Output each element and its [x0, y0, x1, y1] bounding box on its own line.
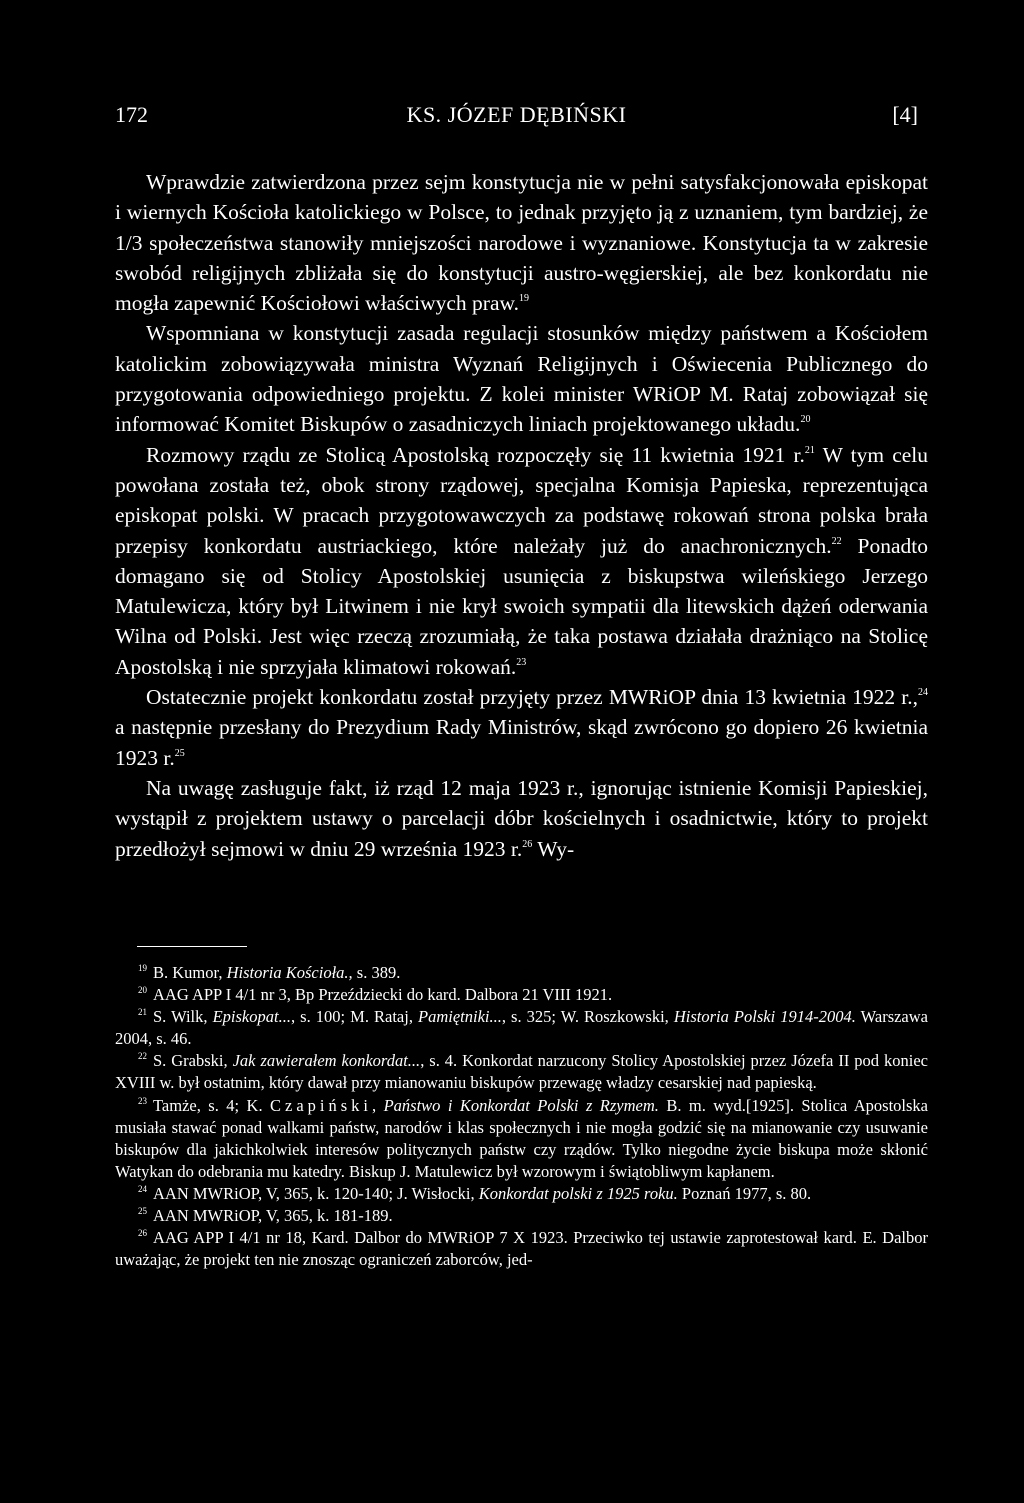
- running-header: [115, 100, 918, 130]
- footnote-24: [115, 1183, 928, 1205]
- paragraph-text: a następnie przesłany do Prezydium Rady Ministrów, skąd zwrócono go dopiero 26 kwietnia 1923 r.: [115, 715, 928, 770]
- main-text: [115, 167, 928, 864]
- footnote-19: [115, 962, 928, 984]
- footnote-23: [115, 1095, 928, 1183]
- footnote-title: Konkordat polski z 1925 roku.: [478, 1183, 678, 1203]
- footnote-text: AAG APP I 4/1 nr 3, Bp Przeździecki do kard. Dalbora 21 VIII 1921.: [153, 985, 613, 1005]
- paragraph-text: W tym celu powołana została też, obok strony rządowej, specjalna Komisja Papieska, reprezentująca episkopat polski. W pracach przygotowawczych za podstawę rokowań strona polska brała przepisy konkordatu austriackiego, które należały już do anachronicznych.: [115, 442, 928, 558]
- footnote-ref-20[interactable]: 20: [800, 414, 811, 426]
- footnote-ref-26[interactable]: 26: [522, 838, 533, 850]
- footnote-ref-22[interactable]: 22: [831, 535, 842, 547]
- page-number: 172: [115, 102, 148, 127]
- paragraph-text: Wy-: [532, 836, 575, 861]
- footnote-separator: [137, 946, 247, 947]
- footnote-ref-25[interactable]: 25: [174, 747, 185, 759]
- footnote-text: s. 389.: [352, 963, 401, 982]
- footnote-ref-21[interactable]: 21: [804, 444, 815, 456]
- footnote-number: 20: [138, 985, 147, 996]
- footnote-text: ,: [372, 1095, 384, 1115]
- footnote-text: , s. 4. Konkordat narzucony Stolicy Apostolskiej przez Józefa II pod koniec XVIII w. był ostatnim, który dawał przy mianowaniu biskupów przewagę władzy cesarskiej nad papieską.: [115, 1051, 928, 1093]
- paragraph-text: Ostatecznie projekt konkordatu został przyjęty przez MWRiOP dnia 13 kwietnia 1922 r.,: [146, 685, 918, 710]
- paragraph-text: Wprawdzie zatwierdzona przez sejm konstytucja nie w pełni satysfakcjonowała episkopat i wiernych Kościoła katolickiego w Polsce, to jednak przyjęto ją z uznaniem, tym bardziej, że 1/3 społeczeństwa stanowiły mniejszości narodowe i wyznaniowe. Konstytucja ta w zakresie swobód religijnych zbliżała się do konstytucji austro-węgierskiej, ale bez konkordatu nie mogła zapewnić Kościołowi właściwych praw.: [115, 170, 928, 316]
- footnote-text: S. Wilk,: [153, 1007, 213, 1027]
- footnote-number: 24: [138, 1183, 147, 1194]
- paragraph-text: Ponadto domagano się od Stolicy Apostolskiej usunięcia z biskupstwa wileńskiego Jerzego Matulewicza, który był Litwinem i nie krył swoich sympatii dla litewskich dążeń oderwania Wilna od Polski. Jest więc rzeczą zrozumiałą, że taka postawa działała drażniąco na Stolicę Apostolską i nie sprzyjała klimatowi rokowań.: [115, 533, 928, 679]
- footnote-number: 25: [138, 1206, 147, 1217]
- footnote-26: [115, 1227, 928, 1271]
- footnote-text: Tamże, s. 4; K.: [153, 1095, 271, 1115]
- footnote-text: AAG APP I 4/1 nr 18, Kard. Dalbor do MWRiOP 7 X 1923. Przeciwko tej ustawie zaprotestował kard. E. Dalbor uważając, że projekt ten nie znosząc ograniczeń zaborców, jed-: [115, 1228, 928, 1270]
- footnote-ref-23[interactable]: 23: [516, 656, 527, 668]
- footnote-number: 26: [138, 1228, 147, 1239]
- footnote-title: Jak zawierałem konkordat...: [232, 1051, 421, 1071]
- footnote-text: AAN MWRiOP, V, 365, k. 120-140; J. Wisłocki,: [153, 1183, 479, 1203]
- paragraph-text: Rozmowy rządu ze Stolicą Apostolską rozpoczęły się 11 kwietnia 1921 r.: [146, 442, 805, 467]
- running-title: KS. JÓZEF DĘBIŃSKI: [406, 102, 627, 127]
- paragraph-3: [115, 440, 928, 682]
- footnote-title: Historia Polski 1914-2004.: [673, 1007, 856, 1027]
- footnote-text: Warszawa 2004, s. 46.: [115, 1007, 928, 1049]
- footnote-25: [115, 1205, 928, 1227]
- footnote-title: Państwo i Konkordat Polski z Rzymem.: [383, 1095, 659, 1115]
- paragraph-2: [115, 318, 928, 439]
- footnote-author-spaced: Czapiński: [270, 1095, 373, 1115]
- footnote-text: B. Kumor,: [153, 963, 227, 982]
- footnote-title: Episkopat...: [212, 1007, 291, 1027]
- footnote-title: Historia Kościoła.,: [226, 963, 353, 982]
- footnote-title: Pamiętniki...: [418, 1007, 502, 1027]
- footnote-text: Poznań 1977, s. 80.: [677, 1183, 812, 1203]
- footnote-number: 23: [138, 1095, 147, 1106]
- footnote-21: [115, 1006, 928, 1050]
- paragraph-text: Wspomniana w konstytucji zasada regulacji stosunków między państwem a Kościołem katolickim zobowiązywała ministra Wyznań Religijnych i Oświecenia Publicznego do przygotowania odpowiedniego projektu. Z kolei minister WRiOP M. Rataj zobowiązał się informować Komitet Biskupów o zasadniczych liniach projektowanego układu.: [115, 321, 928, 437]
- section-number: [4]: [892, 102, 918, 127]
- footnote-ref-24[interactable]: 24: [918, 687, 928, 699]
- paragraph-5: [115, 773, 928, 864]
- paragraph-1: [115, 167, 928, 318]
- paragraph-text: Na uwagę zasługuje fakt, iż rząd 12 maja 1923 r., ignorując istnienie Komisji Papieskiej, wystąpił z projektem ustawy o parcelacji dóbr kościelnych i osadnictwie, który to projekt przedłożył sejmowi w dniu 29 września 1923 r.: [115, 775, 928, 861]
- footnote-text: , s. 325; W. Roszkowski,: [501, 1007, 674, 1027]
- footnote-20: [115, 984, 928, 1006]
- footnote-text: B. m. wyd.[1925]. Stolica Apostolska musiała stawać ponad walkami państw, narodów i klas społecznych i nie mogła godzić się na mianowanie czy usuwanie biskupów dla jakichkolwiek interesów politycznych państw czy rządów. Tylko niegodne życie biskupa może skłonić Watykan do odebrania mu katedry. Biskup J. Matulewicz był wzorowym i świątobliwym kapłanem.: [115, 1095, 928, 1181]
- footnote-22: [115, 1050, 928, 1094]
- paragraph-4: [115, 682, 928, 773]
- footnote-text: , s. 100; M. Rataj,: [290, 1007, 419, 1027]
- footnote-text: S. Grabski,: [153, 1051, 233, 1071]
- footnotes: [115, 962, 928, 1271]
- footnote-number: 22: [138, 1051, 147, 1062]
- footnote-text: AAN MWRiOP, V, 365, k. 181-189.: [153, 1206, 393, 1226]
- footnote-ref-19[interactable]: 19: [519, 293, 529, 305]
- footnote-number: 19: [138, 963, 147, 973]
- footnote-number: 21: [138, 1007, 147, 1018]
